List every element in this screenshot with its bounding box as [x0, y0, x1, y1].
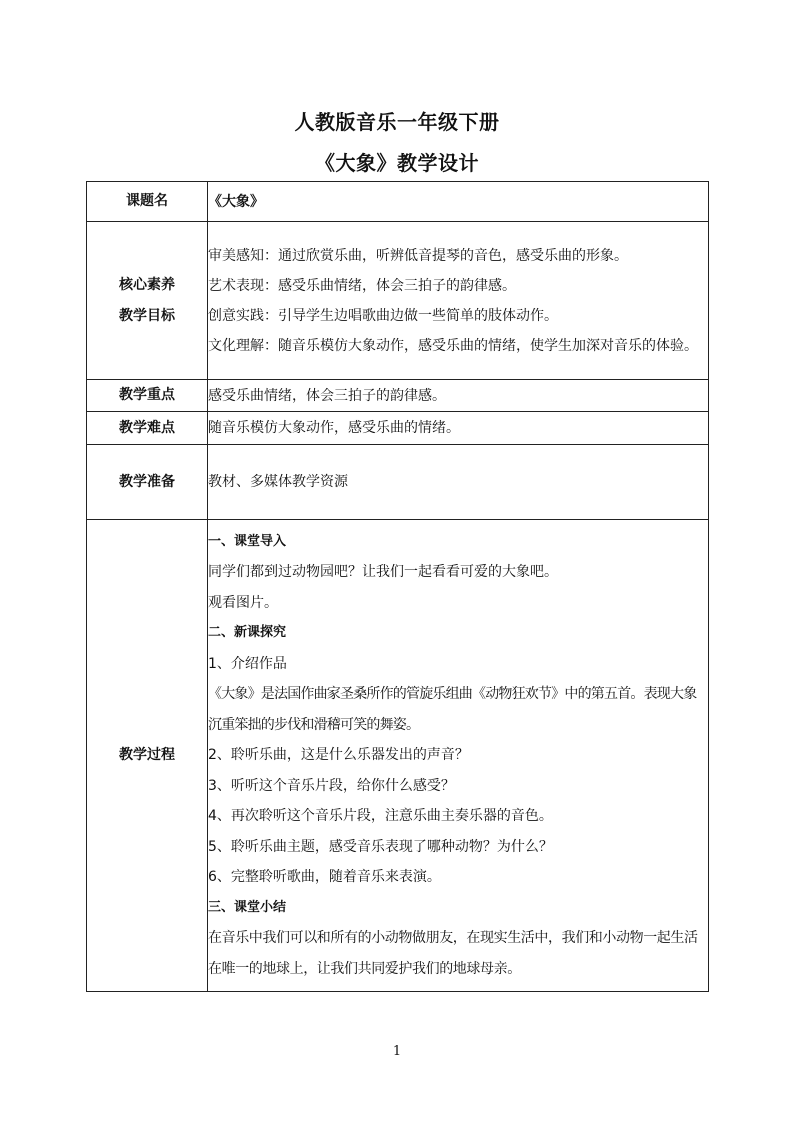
preparation-value: 教材、多媒体教学资源 [208, 445, 709, 520]
difficulties-label: 教学难点 [87, 412, 208, 445]
goal-aesthetic: 审美感知：通过欣赏乐曲，听辨低音提琴的音色，感受乐曲的形象。 [208, 247, 628, 264]
table-row-topic [87, 182, 709, 222]
process-paragraph: 《大象》是法国作曲家圣桑所作的管旋乐组曲《动物狂欢节》中的第五首。表现大象沉重笨拙的步伐和滑稽可笑的舞姿。 [208, 686, 697, 733]
table-row-difficulties [87, 412, 709, 445]
topic-value: 《大象》 [208, 182, 709, 222]
goals-label: 核心素养 教学目标 [87, 222, 208, 380]
page-number: 1 [392, 1044, 402, 1059]
key-points-label: 教学重点 [87, 380, 208, 412]
table-row-process [87, 520, 709, 992]
difficulties-value: 随音乐模仿大象动作，感受乐曲的情绪。 [208, 412, 709, 445]
process-item: 6、完整聆听歌曲，随着音乐来表演。 [208, 869, 441, 886]
topic-label: 课题名 [87, 182, 208, 222]
process-item: 5、聆听乐曲主题，感受音乐表现了哪种动物？为什么？ [208, 838, 553, 855]
process-item: 同学们都到过动物园吧？让我们一起看看可爱的大象吧。 [208, 564, 558, 581]
process-item: 3、听听这个音乐片段，给你什么感受？ [208, 777, 455, 794]
process-item: 1、介绍作品 [208, 655, 287, 672]
process-content [208, 520, 709, 992]
process-item: 观看图片。 [208, 594, 278, 611]
goals-content [208, 222, 709, 380]
lesson-plan-table [86, 181, 709, 992]
process-item: 4、再次聆听这个音乐片段，注意乐曲主奏乐器的音色。 [208, 808, 553, 825]
process-item: 2、聆听乐曲，这是什么乐器发出的声音？ [208, 747, 469, 764]
goal-artistic: 艺术表现：感受乐曲情绪，体会三拍子的韵律感。 [208, 277, 516, 294]
process-label: 教学过程 [87, 520, 208, 992]
table-row-preparation [87, 445, 709, 520]
key-points-value: 感受乐曲情绪，体会三拍子的韵律感。 [208, 380, 709, 412]
document-title: 人教版音乐一年级下册 [294, 110, 500, 134]
process-heading-summary: 三、课堂小结 [208, 899, 287, 915]
process-heading-intro: 一、课堂导入 [208, 533, 287, 549]
table-row-goals [87, 222, 709, 380]
table-row-key-points [87, 380, 709, 412]
goal-cultural: 文化理解：随音乐模仿大象动作，感受乐曲的情绪，使学生加深对音乐的体验。 [208, 337, 698, 354]
document-subtitle: 《大象》教学设计 [315, 151, 479, 175]
process-paragraph: 在音乐中我们可以和所有的小动物做朋友，在现实生活中，我们和小动物一起生活在唯一的地球上，让我们共同爱护我们的地球母亲。 [208, 930, 698, 977]
preparation-label: 教学准备 [87, 445, 208, 520]
process-heading-explore: 二、新课探究 [208, 625, 287, 641]
goal-creative: 创意实践：引导学生边唱歌曲边做一些简单的肢体动作。 [208, 307, 558, 324]
